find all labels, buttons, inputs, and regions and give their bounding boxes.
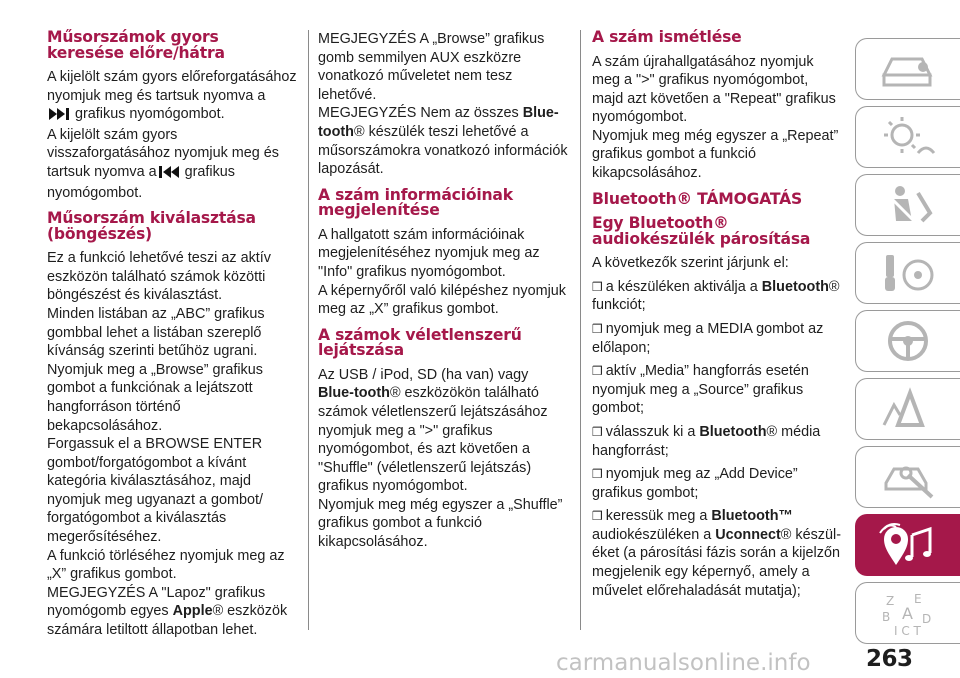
svg-text:Z: Z (886, 594, 895, 608)
column-left (47, 30, 299, 640)
tab-emergency[interactable] (855, 378, 960, 440)
svg-text:E: E (914, 592, 922, 606)
tab-index[interactable] (855, 582, 960, 644)
heading-bt-pairing: Egy Bluetooth® audiokészülék párosítása (592, 214, 811, 248)
svg-text:D: D (922, 612, 932, 626)
para-browse-3: Nyomjuk meg a „Browse” grafikus gombot a funkciónak a lejátszott hangforráson történő bekapcsolásához. (47, 361, 263, 434)
tab-warning-lights[interactable] (855, 106, 960, 168)
list-item: ❒ a készüléken aktiválja a Bluetooth® funkciót; (592, 278, 840, 314)
para-note-lapoz: MEGJEGYZÉS A "Lapoz" grafikus nyomógomb egyes Apple® eszközök számára letiltott állapotban lehet. (47, 584, 288, 639)
para-browse-1: Ez a funkció lehetővé teszi az aktív eszközön található számok közötti böngészést és kiválasztást. (47, 250, 271, 304)
music-location-icon (878, 521, 938, 569)
para-shuffle-1: Az USB / iPod, SD (ha van) vagy Blue-tooth® eszközökön található számok véletlenszerű lejátszásához nyomjuk meg a ">" grafikus nyomógombot, és azt követően a "Shuffle" (véletlenszerű lejátszás) grafikus nyomógombot. (318, 366, 548, 495)
heading-browse: Műsorszám kiválasztása (böngészés) (47, 209, 256, 243)
tab-safety[interactable] (855, 174, 960, 236)
para-info-2: A képernyőről való kilépéshez nyomjuk meg az „X” grafikus gombot. (318, 282, 566, 318)
watermark: carmanualsonline.info (556, 650, 811, 676)
heading-repeat: A szám ismétlése (592, 28, 742, 46)
list-item: ❒ aktív „Media” hangforrás esetén nyomjuk meg a „Source” grafikus gombot; (592, 363, 809, 417)
column-right (592, 30, 842, 600)
column-middle (318, 30, 568, 552)
column-divider-1 (308, 30, 309, 630)
tab-starting-driving[interactable] (855, 242, 960, 304)
car-dashboard-icon (878, 45, 938, 93)
para-browse-5: A funkció törléséhez nyomjuk meg az „X” grafikus gombot. (47, 547, 285, 583)
car-wrench-icon (878, 453, 938, 501)
tab-maintenance[interactable] (855, 446, 960, 508)
heading-fast-search: Műsorszámok gyors keresése előre/hátra (47, 28, 225, 62)
list-item: ❒ keressük meg a Bluetooth™ audiokészüléken a Uconnect® készül-éket (a párosítási fázis során a kijelzőn megjelenik egy képernyő, amely a művelet előrehaladását mutatja); (592, 508, 841, 599)
heading-bt-support: Bluetooth® TÁMOGATÁS (592, 189, 803, 208)
list-item: ❒ válasszuk ki a Bluetooth® média hangforrást; (592, 423, 821, 459)
key-wheel-icon (878, 249, 938, 297)
warning-lights-icon (878, 113, 938, 161)
tab-steering[interactable] (855, 310, 960, 372)
chapter-tabs (855, 38, 960, 650)
para-note-all: MEGJEGYZÉS Nem az összes Blue-tooth® készülék teszi lehetővé a műsorszámokra vonatkozó információk lapozását. (318, 105, 568, 178)
para-fast-forward: A kijelölt szám gyors előreforgatásához nyomjuk meg és tartsuk nyomva a grafikus nyomógombot. (47, 68, 299, 126)
list-item: ❒ nyomjuk meg a MEDIA gombot az előlapon; (592, 320, 824, 356)
svg-text:I C T: I C T (894, 624, 921, 637)
para-repeat-2: Nyomjuk meg még egyszer a „Repeat” grafikus gombot a funkció kikapcsolásához. (592, 127, 839, 182)
para-note-browse: MEGJEGYZÉS A „Browse” grafikus gomb semmilyen AUX eszközre vonatkozó műveletet nem tesz lehetővé. (318, 31, 545, 103)
para-browse-2: Minden listában az „ABC” grafikus gombbal lehet a listában szereplő kívánság szerinti betűhöz ugrani. (47, 305, 265, 360)
heading-track-info: A szám információinak megjelenítése (318, 185, 513, 220)
para-repeat-1: A szám újrahallgatásához nyomjuk meg a ">" grafikus nyomógombot, majd azt követően a "Repeat" grafikus nyomógombot. (592, 53, 836, 126)
fast-rewind-icon (159, 165, 183, 184)
svg-text:A: A (902, 604, 913, 623)
seatbelt-airbag-icon (878, 181, 938, 229)
page-number: 263 (866, 646, 913, 672)
steering-wheel-icon (878, 317, 938, 365)
warning-triangle-icon (878, 385, 938, 433)
fast-forward-icon (49, 107, 73, 126)
tab-dashboard[interactable] (855, 38, 960, 100)
list-item: ❒ nyomjuk meg az „Add Device” grafikus gombot; (592, 466, 798, 501)
para-info-1: A hallgatott szám információinak megjelenítéséhez nyomjuk meg az "Info" grafikus nyomógombot. (318, 226, 540, 280)
para-steps-intro: A következők szerint járjunk el: (592, 255, 789, 272)
para-browse-4: Forgassuk el a BROWSE ENTER gombot/forgatógombot a kívánt kategória kiválasztásához, majd nyomjuk meg ugyanazt a gombot/ forgatógombot a kiválasztás megerősítéséhez. (47, 436, 263, 546)
alphabet-index-icon (878, 589, 938, 637)
para-fast-rewind: A kijelölt szám gyors visszaforgatásához nyomjuk meg és tartsuk nyomva a grafikus nyomógombot. (47, 126, 279, 201)
para-shuffle-2: Nyomjuk meg még egyszer a „Shuffle” grafikus gombot a funkció kikapcsolásához. (318, 496, 563, 551)
column-divider-2 (580, 30, 581, 630)
heading-shuffle: A számok véletlenszerű lejátszása (318, 325, 522, 360)
tab-multimedia[interactable] (855, 514, 960, 576)
svg-text:B: B (882, 610, 891, 624)
